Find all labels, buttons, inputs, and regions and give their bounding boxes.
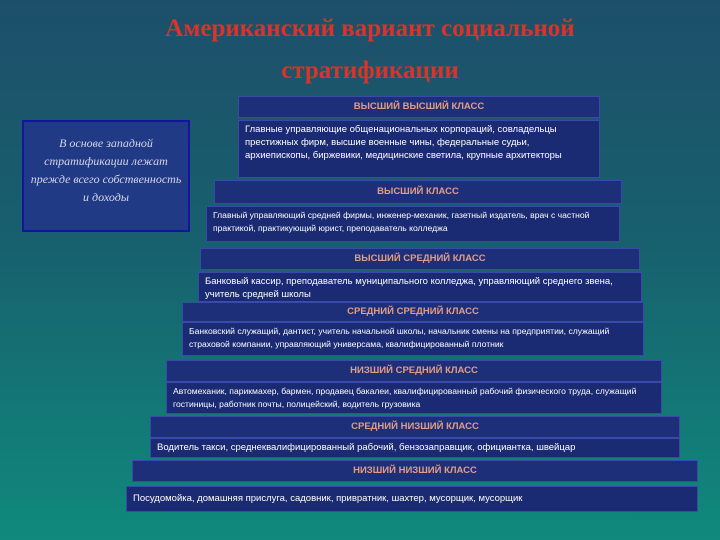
level-desc-3: Банковый кассир, преподаватель муниципального колледжа, управляющий среднего звена, учитель средней школы xyxy=(198,272,642,302)
diagram-title: Американский вариант социальной стратификации xyxy=(165,15,575,84)
level-desc-7: Посудомойка, домашняя прислуга, садовник, привратник, шахтер, мусорщик, мусорщик xyxy=(126,486,698,512)
level-header-3: ВЫСШИЙ СРЕДНИЙ КЛАСС xyxy=(354,253,486,264)
level-header-2: ВЫСШИЙ КЛАСС xyxy=(377,186,459,197)
level-header-5: НИЗШИЙ СРЕДНИЙ КЛАСС xyxy=(350,365,478,376)
note-box xyxy=(22,120,190,232)
level-header-1: ВЫСШИЙ ВЫСШИЙ КЛАСС xyxy=(353,101,485,112)
level-desc-5: Автомеханик, парикмахер, бармен, продавец бакалеи, квалифицированный рабочий физического труда, служащий гостиницы, работник почты, полицейский, водитель грузовика xyxy=(166,382,662,414)
level-desc-6: Водитель такси, среднеквалифицированный рабочий, бензозаправщик, официантка, швейцар xyxy=(150,438,680,458)
level-desc-2: Главный управляющий средней фирмы, инженер-механик, газетный издатель, врач с частной практикой, практикующий юрист, преподаватель колледжа xyxy=(206,206,620,242)
level-desc-1: Главные управляющие общенациональных корпораций, совладельцы престижных фирм, высшие военные чины, федеральные судьи, архиепископы, биржевики, медицинские светила, крупные архитекторы xyxy=(238,120,600,178)
level-header-6: СРЕДНИЙ НИЗШИЙ КЛАСС xyxy=(351,421,479,432)
note-text: В основе западной стратификации лежат прежде всего собственность и доходы xyxy=(30,136,182,204)
level-header-4: СРЕДНИЙ СРЕДНИЙ КЛАСС xyxy=(347,306,479,317)
level-header-7: НИЗШИЙ НИЗШИЙ КЛАСС xyxy=(353,465,477,476)
level-desc-4: Банковский служащий, дантист, учитель начальной школы, начальник смены на предприятии, служащий страховой компании, управляющий универсама, квалифицированный плотник xyxy=(182,322,644,356)
